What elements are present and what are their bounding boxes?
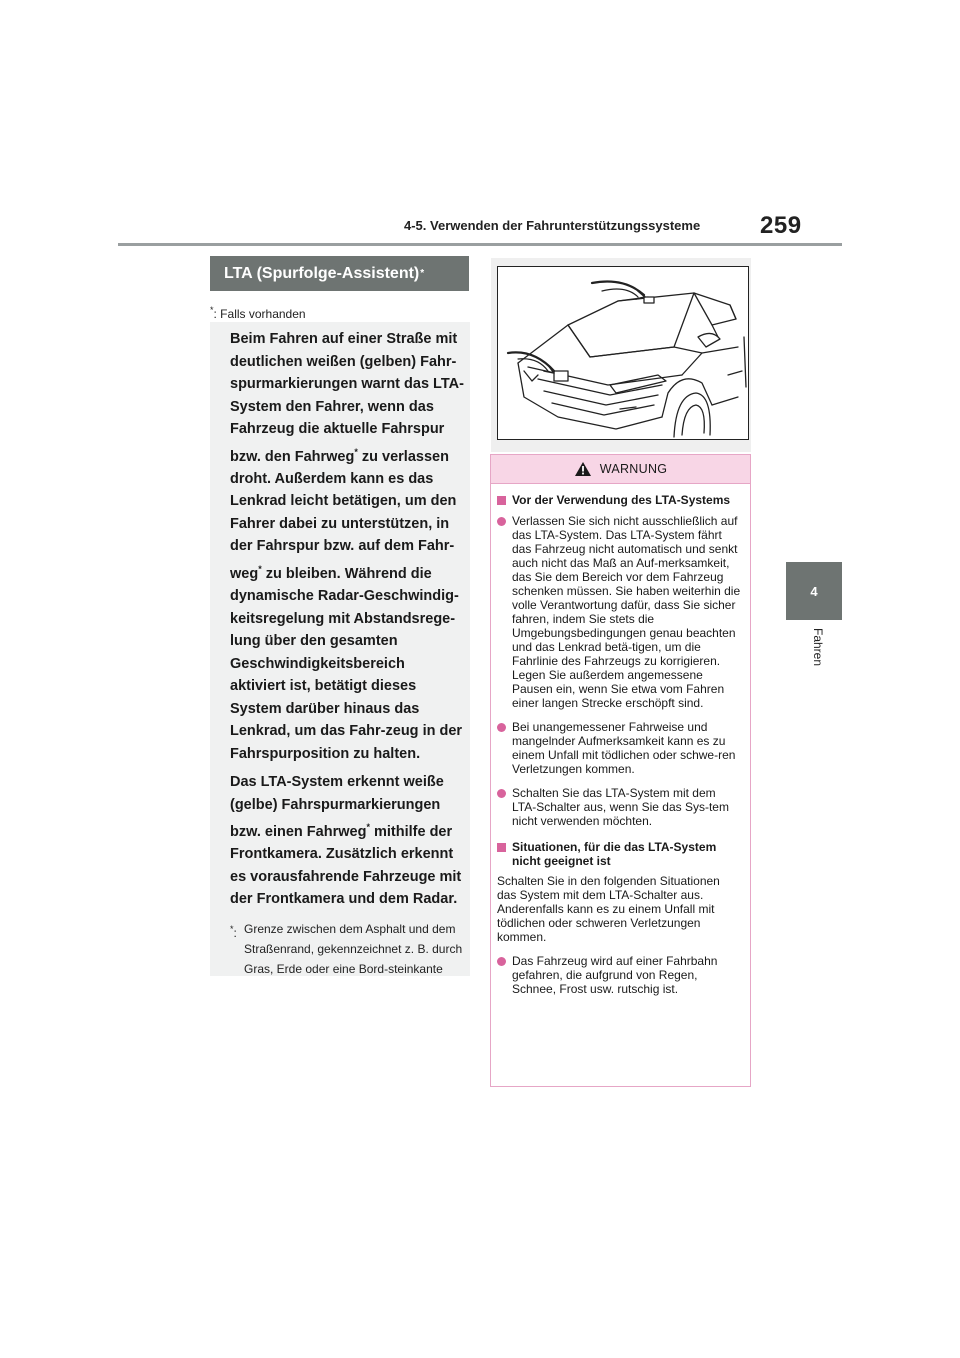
intro-box [210, 322, 470, 976]
circle-bullet-icon [497, 723, 506, 732]
warning-header [491, 455, 750, 484]
warning-bullet: Das Fahrzeug wird auf einer Fahrbahn gefahren, die aufgrund von Regen, Schnee, Frost usw. rutschig ist. [497, 954, 742, 996]
warning-heading-unsuitable-situations: Situationen, für die das LTA-System nicht geeignet ist [497, 840, 742, 868]
intro-footnote: *: Grenze zwischen dem Asphalt und dem Straßenrand, gekennzeichnet z. B. durch Gras, Erde oder eine Bord-steinkante [230, 919, 464, 979]
section-heading [210, 256, 469, 291]
page-number: 259 [760, 212, 802, 239]
section-title-marker: * [420, 268, 425, 279]
intro-paragraph-1: Beim Fahren auf einer Straße mit deutlichen weißen (gelben) Fahr-spurmarkierungen warnt das LTA-System den Fahrer, wenn das Fahrzeug die aktuelle Fahrspur bzw. den Fahrweg* zu verlassen droht. Außerdem kann es das Lenkrad leicht betätigen, um den Fahrer dabei zu unterstützen, in der Fahrspur bzw. auf dem Fahr-weg* zu bleiben. Während die dynamische Radar-Geschwindig-keitsregelung mit Abstandsrege-lung über den gesamten Geschwindigkeitsbereich aktiviert ist, betätigt dieses System darüber hinaus das Lenkrad, um das Fahr-zeug in der Fahrspurposition zu halten. [230, 331, 464, 762]
square-bullet-icon [497, 843, 506, 852]
header-divider [118, 243, 842, 246]
chapter-tab: 4 [786, 562, 842, 620]
warning-box [490, 454, 751, 1087]
section-title: LTA (Spurfolge-Assistent) [224, 264, 420, 282]
warning-bullet: Schalten Sie das LTA-System mit dem LTA-Schalter aus, wenn Sie das Sys-tem nicht verwenden möchten. [497, 786, 742, 828]
warning-bullet: Bei unangemessener Fahrweise und mangelnder Aufmerksamkeit kann es zu einem Unfall mit tödlichen oder schwe-ren Verletzungen kommen. [497, 720, 742, 776]
warning-bullet: Verlassen Sie sich nicht ausschließlich auf das LTA-System. Das LTA-System fährt das Fahrzeug nicht automatisch und senkt auch nicht das Maß an Auf-merksamkeit, das Sie dem Bereich vor dem Fahrzeug schenken müssen. Sie haben weiterhin die volle Verantwortung dafür, dass Sie sicher fahren, indem Sie stets die Umgebungsbedingungen genau beachten und das Lenkrad betä-tigen, um die Fahrlinie des Fahrzeugs zu korrigieren. Legen Sie außerdem angemessene Pausen ein, wenn Sie etwa vom Fahren einer langen Strecke erschöpft sind. [497, 514, 742, 710]
warning-triangle-icon [574, 461, 592, 477]
availability-marker: * [210, 305, 214, 315]
circle-bullet-icon [497, 957, 506, 966]
running-header: 4-5. Verwenden der Fahrunterstützungssysteme [404, 218, 701, 233]
warning-paragraph: Schalten Sie in den folgenden Situationen das System mit dem LTA-Schalter aus. Anderenfalls kann es zu einem Unfall mit tödlichen oder schweren Verletzungen kommen. [497, 874, 720, 944]
availability-note: *: Falls vorhanden [210, 305, 306, 321]
warning-heading-before-use: Vor der Verwendung des LTA-Systems [497, 493, 742, 507]
square-bullet-icon [497, 496, 506, 505]
vehicle-camera-radar-illustration [497, 266, 749, 440]
intro-paragraph-2: Das LTA-System erkennt weiße (gelbe) Fahrspurmarkierungen bzw. einen Fahrweg* mithilfe der Frontkamera. Zusätzlich erkennt es vorausfahrende Fahrzeuge mit der Frontkamera und dem Radar. [230, 774, 462, 908]
circle-bullet-icon [497, 517, 506, 526]
chapter-label: Fahren [811, 628, 825, 667]
circle-bullet-icon [497, 789, 506, 798]
warning-title: WARNUNG [599, 462, 668, 476]
footnote-text: Grenze zwischen dem Asphalt und dem Straßenrand, gekennzeichnet z. B. durch Gras, Erde oder eine Bord-steinkante [244, 921, 463, 976]
vehicle-front-icon [498, 267, 749, 440]
